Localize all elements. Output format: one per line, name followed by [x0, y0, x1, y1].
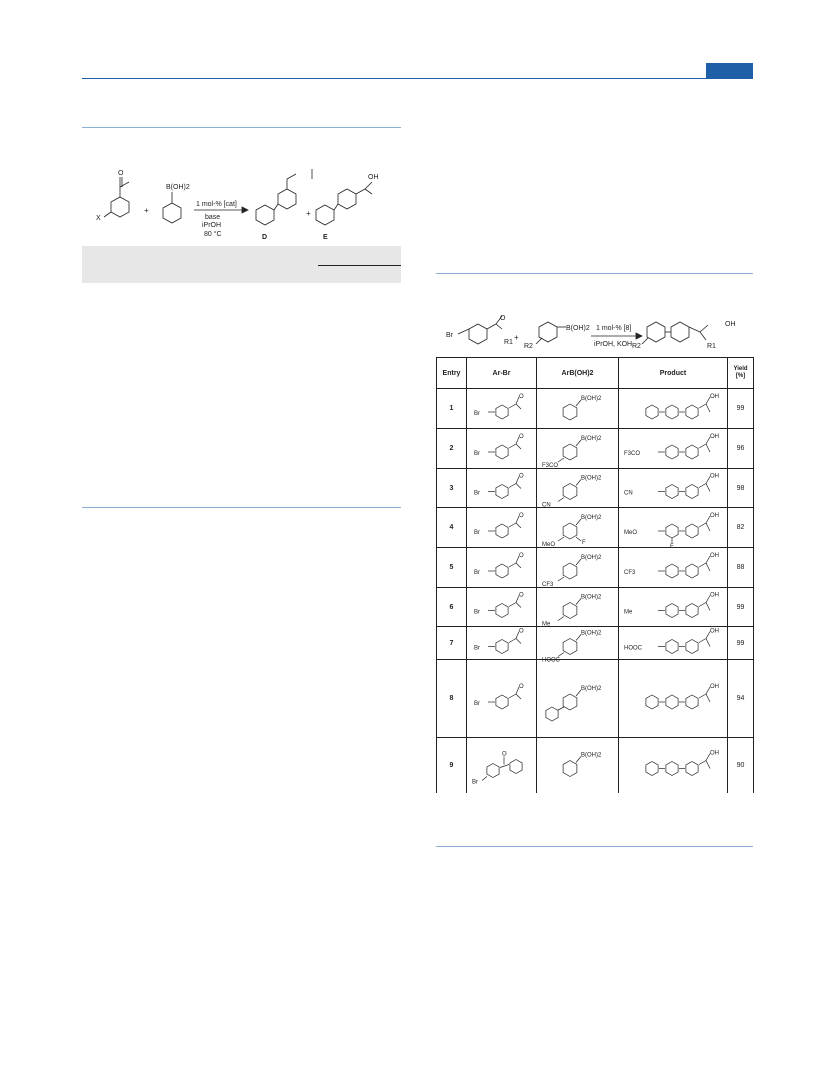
arbr-o: O [518, 433, 524, 440]
product-structure [619, 627, 728, 660]
product-structure [619, 389, 728, 429]
yield-cell: 82 [728, 508, 754, 548]
table-row [437, 429, 754, 469]
header-arbr: Ar-Br [467, 358, 537, 389]
table-row [437, 627, 754, 660]
entry-cell: 7 [437, 627, 467, 660]
header-entry: Entry [437, 358, 467, 389]
yield-cell: 88 [728, 548, 754, 588]
carbonyl-o: O [118, 170, 124, 177]
product-oh: OH [709, 628, 719, 634]
product-substituent: F3CO [623, 450, 640, 457]
product-substituent: Me [623, 609, 632, 615]
yield-cell: 96 [728, 429, 754, 469]
arbr-structure [467, 738, 537, 793]
table-row [437, 660, 754, 738]
product-oh: OH [709, 433, 719, 440]
product-oh: OH [709, 750, 719, 757]
table-row [437, 738, 754, 793]
product-oh: OH [709, 393, 719, 400]
arboh-boh: B(OH)2 [580, 752, 601, 759]
arbr-o: O [518, 512, 524, 519]
boronic-acid-label: B(OH)2 [166, 184, 190, 191]
yield-cell: 99 [728, 389, 754, 429]
product-structure [619, 548, 728, 588]
arbr-structure [467, 429, 537, 469]
arboh-boh: B(OH)2 [580, 685, 601, 692]
arboh-structure [537, 660, 619, 738]
arboh-structure [537, 429, 619, 469]
arbr-o: O [518, 628, 524, 634]
product-oh: OH [709, 592, 719, 598]
product-structure [619, 429, 728, 469]
header-tab [706, 63, 753, 78]
arboh-boh: B(OH)2 [580, 435, 601, 442]
arbr-o: O [518, 683, 524, 690]
table-row [437, 389, 754, 429]
arbr-structure [467, 627, 537, 660]
arboh-structure [537, 389, 619, 429]
arboh-substituent: CN [541, 502, 551, 508]
arboh-structure [537, 588, 619, 627]
product-structure [619, 660, 728, 738]
entry-cell: 8 [437, 660, 467, 738]
arboh-boh: B(OH)2 [580, 514, 601, 521]
catalyst-label: 1 mol-% [cat] [196, 201, 237, 208]
plus-sign: + [144, 206, 149, 215]
arbr-structure [467, 469, 537, 508]
entry-cell: 9 [437, 738, 467, 793]
arboh-boh: B(OH)2 [580, 475, 601, 481]
table-row [437, 548, 754, 588]
arbr-o: O [518, 552, 524, 559]
arbr-br: Br [473, 700, 480, 707]
section-rule [82, 507, 401, 508]
table-header-row [437, 358, 754, 389]
table-row [437, 508, 754, 548]
arboh-substituent: CF3 [541, 581, 553, 588]
base-label: base [205, 214, 221, 221]
product-oh: OH [709, 552, 719, 559]
yield-cell: 94 [728, 660, 754, 738]
table-row [437, 469, 754, 508]
entry-cell: 4 [437, 508, 467, 548]
arboh-substituent: HOOC [541, 657, 560, 663]
header-arboh: ArB(OH)2 [537, 358, 619, 389]
section-rule [436, 273, 753, 274]
arbr-br: Br [473, 450, 480, 457]
arbr-structure [467, 588, 537, 627]
header-rule [82, 78, 753, 79]
arboh-boh: B(OH)2 [580, 594, 601, 600]
plus-sign-2: + [306, 209, 311, 218]
substituent-x: X [96, 215, 101, 222]
conditions-top: 1 mol-% [8] [596, 325, 632, 332]
entry-cell: 3 [437, 469, 467, 508]
arboh-structure [537, 627, 619, 663]
section-rule [436, 846, 753, 847]
r2-label: R2 [524, 343, 533, 350]
arbr-br: Br [473, 645, 480, 651]
arboh-boh: B(OH)2 [580, 554, 601, 561]
entry-cell: 1 [437, 389, 467, 429]
product-substituent: CF3 [623, 569, 635, 576]
arbr-br: Br [473, 490, 480, 496]
arboh-substituent-2: F [581, 539, 586, 546]
entry-cell: 2 [437, 429, 467, 469]
product-structure [619, 738, 728, 793]
product-d-label: D [262, 234, 268, 241]
section-rule [82, 127, 401, 128]
plus-sign-right: + [514, 333, 519, 342]
solvent-label: iPrOH [202, 222, 222, 229]
arbr-br: Br [471, 779, 478, 786]
product-oh: OH [709, 473, 719, 479]
carbonyl-o: O [500, 315, 506, 322]
oh-label: OH [368, 174, 379, 181]
table-header-line [318, 265, 401, 266]
arbr-br: Br [473, 609, 480, 615]
product-substituent-2: F [669, 543, 674, 550]
temperature-label: 80 °C [204, 231, 222, 238]
arbr-br: Br [473, 410, 480, 417]
r1-label-product: R1 [707, 343, 716, 350]
product-structure [619, 469, 728, 508]
oh-label-right: OH [725, 321, 736, 328]
arbr-o: O [501, 751, 507, 758]
arbr-o: O [518, 473, 524, 479]
header-product: Product [619, 358, 728, 389]
entry-cell: 5 [437, 548, 467, 588]
arbr-structure [467, 660, 537, 738]
reaction-scheme-left [82, 165, 401, 247]
arboh-structure [537, 738, 619, 793]
yield-cell: 98 [728, 469, 754, 508]
arboh-structure [537, 508, 619, 548]
arbr-br: Br [473, 569, 480, 576]
arboh-structure [537, 469, 619, 508]
product-structure [619, 508, 728, 548]
r2-label-product: R2 [632, 343, 641, 350]
product-e-label: E [323, 234, 328, 241]
arbr-structure [467, 508, 537, 548]
r1-label: R1 [504, 339, 513, 346]
conditions-bottom: iPrOH, KOH [594, 341, 633, 348]
arboh-substituent: F3CO [541, 462, 558, 469]
arboh-structure [537, 548, 619, 588]
product-oh: OH [709, 683, 719, 690]
arbr-o: O [518, 592, 524, 598]
product-substituent: HOOC [623, 645, 642, 651]
arboh-substituent: Me [541, 621, 550, 627]
yield-cell: 99 [728, 627, 754, 660]
arboh-boh: B(OH)2 [580, 395, 601, 402]
product-oh: OH [709, 512, 719, 519]
product-substituent: MeO [623, 529, 637, 536]
boronic-label: B(OH)2 [566, 325, 590, 332]
product-substituent: CN [623, 490, 633, 496]
arbr-br: Br [473, 529, 480, 536]
arboh-boh: B(OH)2 [580, 630, 601, 636]
product-structure [619, 588, 728, 627]
arbr-o: O [518, 393, 524, 400]
table-row [437, 588, 754, 627]
br-label: Br [446, 332, 453, 339]
results-table [436, 357, 754, 793]
arbr-structure [467, 548, 537, 588]
header-yield: Yield [%] [728, 358, 754, 389]
arboh-substituent: MeO [541, 541, 555, 548]
yield-cell: 99 [728, 588, 754, 627]
yield-cell: 90 [728, 738, 754, 793]
entry-cell: 6 [437, 588, 467, 627]
reaction-scheme-right [436, 312, 753, 356]
arbr-structure [467, 389, 537, 429]
